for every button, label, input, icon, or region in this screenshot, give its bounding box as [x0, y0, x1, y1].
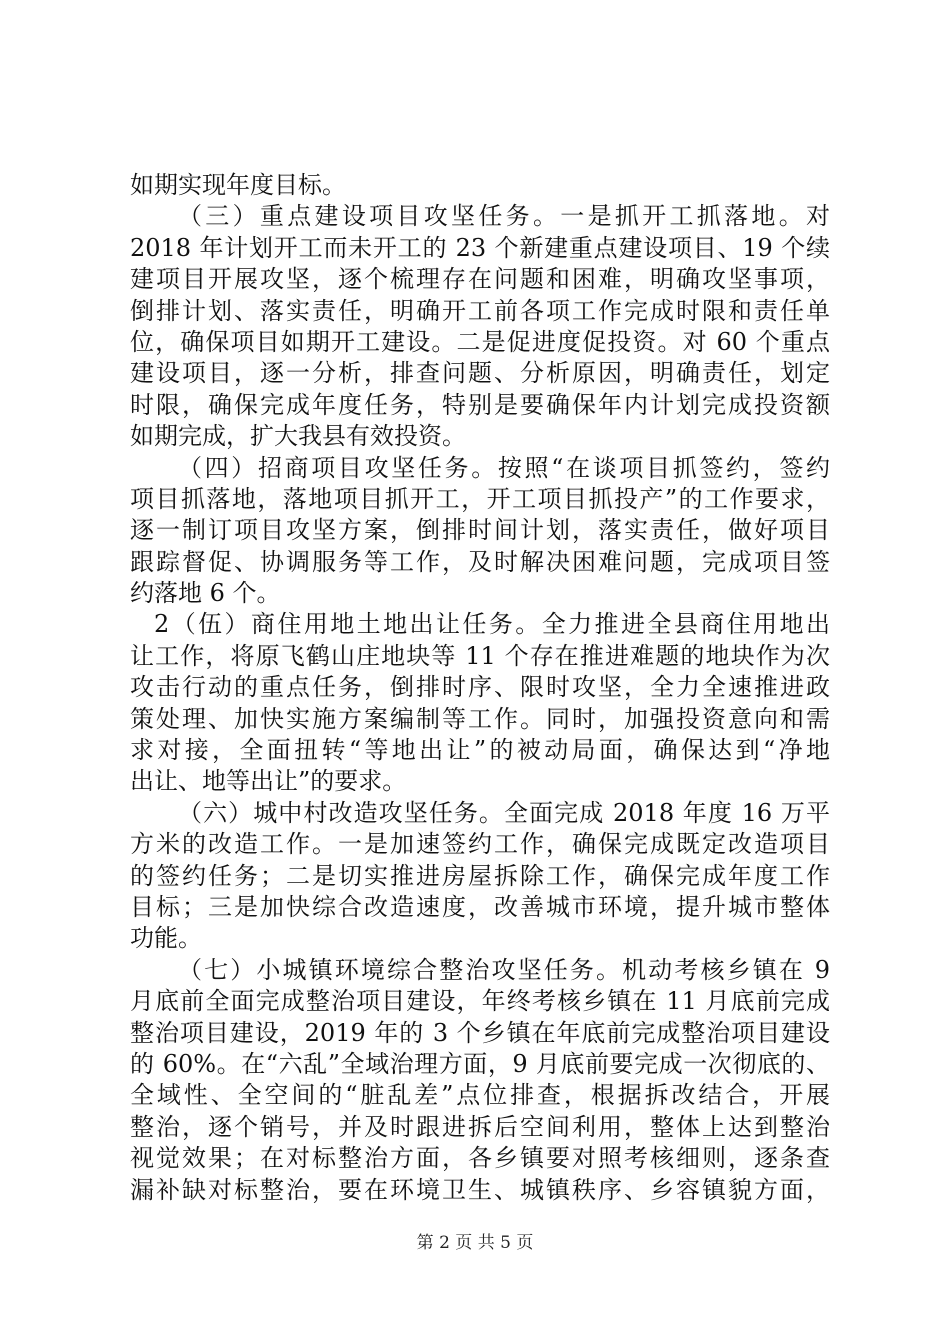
text-line: 的签约任务；二是切实推进房屋拆除工作，确保完成年度工作: [130, 861, 830, 890]
text-line: 视觉效果；在对标整治方面，各乡镇要对照考核细则，逐条查: [130, 1144, 830, 1173]
text-line: 漏补缺对标整治，要在环境卫生、城镇秩序、乡容镇貌方面，: [130, 1175, 830, 1204]
text-line: 逐一制订项目攻坚方案，倒排时间计划，落实责任，做好项目: [130, 516, 830, 545]
text-line: 时限，确保完成年度任务，特别是要确保年内计划完成投资额: [130, 390, 830, 419]
document-body: [130, 170, 830, 1206]
text-line: 攻击行动的重点任务，倒排时序、限时攻坚，全力全速推进政: [130, 673, 830, 702]
text-line: 功能。: [130, 924, 202, 953]
text-line: 的 60%。在“六乱”全域治理方面，9 月底前要完成一次彻底的、: [130, 1049, 830, 1078]
text-line: 策处理、加快实施方案编制等工作。同时，加强投资意向和需: [130, 704, 830, 733]
text-line: 如期完成，扩大我县有效投资。: [130, 422, 466, 451]
text-line: 出让、地等出让”的要求。: [130, 767, 407, 796]
text-line: 让工作，将原飞鹤山庄地块等 11 个存在推进难题的地块作为次: [130, 641, 830, 670]
text-line: 目标；三是加快综合改造速度，改善城市环境，提升城市整体: [130, 892, 830, 921]
text-line: 方米的改造工作。一是加速签约工作，确保完成既定改造项目: [130, 830, 830, 859]
text-line: 月底前全面完成整治项目建设，年终考核乡镇在 11 月底前完成: [130, 987, 830, 1016]
text-line: 2（伍）商住用地土地出让任务。全力推进全县商住用地出: [154, 610, 830, 639]
text-line: 位，确保项目如期开工建设。二是促进度促投资。对 60 个重点: [130, 327, 830, 356]
text-line: 求对接，全面扭转“等地出让”的被动局面，确保达到“净地: [130, 736, 830, 765]
text-line: 2018 年计划开工而未开工的 23 个新建重点建设项目、19 个续: [130, 233, 830, 262]
text-line: 整治，逐个销号，并及时跟进拆后空间利用，整体上达到整治: [130, 1112, 830, 1141]
text-line: 建项目开展攻坚，逐个梳理存在问题和困难，明确攻坚事项，: [130, 265, 830, 294]
text-line: 倒排计划、落实责任，明确开工前各项工作完成时限和责任单: [130, 296, 830, 325]
page-footer: 第 2 页 共 5 页: [416, 1233, 534, 1253]
text-line: 全域性、全空间的“脏乱差”点位排查，根据拆改结合，开展: [130, 1081, 830, 1110]
text-line: （六）城中村改造攻坚任务。全面完成 2018 年度 16 万平: [178, 798, 830, 827]
text-line: 整治项目建设，2019 年的 3 个乡镇在年底前完成整治项目建设: [130, 1018, 830, 1047]
text-line: （三）重点建设项目攻坚任务。一是抓开工抓落地。对: [178, 202, 830, 231]
text-line: （四）招商项目攻坚任务。按照“在谈项目抓签约，签约: [178, 453, 830, 482]
text-line: 跟踪督促、协调服务等工作，及时解决困难问题，完成项目签: [130, 547, 830, 576]
text-line: 约落地 6 个。: [130, 579, 281, 608]
text-line: 如期实现年度目标。: [130, 171, 346, 199]
text-line: 项目抓落地，落地项目抓开工，开工项目抓投产”的工作要求，: [130, 484, 830, 513]
text-line: 建设项目，逐一分析，排查问题、分析原因，明确责任，划定: [130, 359, 830, 388]
text-line: （七）小城镇环境综合整治攻坚任务。机动考核乡镇在 9: [178, 955, 830, 984]
